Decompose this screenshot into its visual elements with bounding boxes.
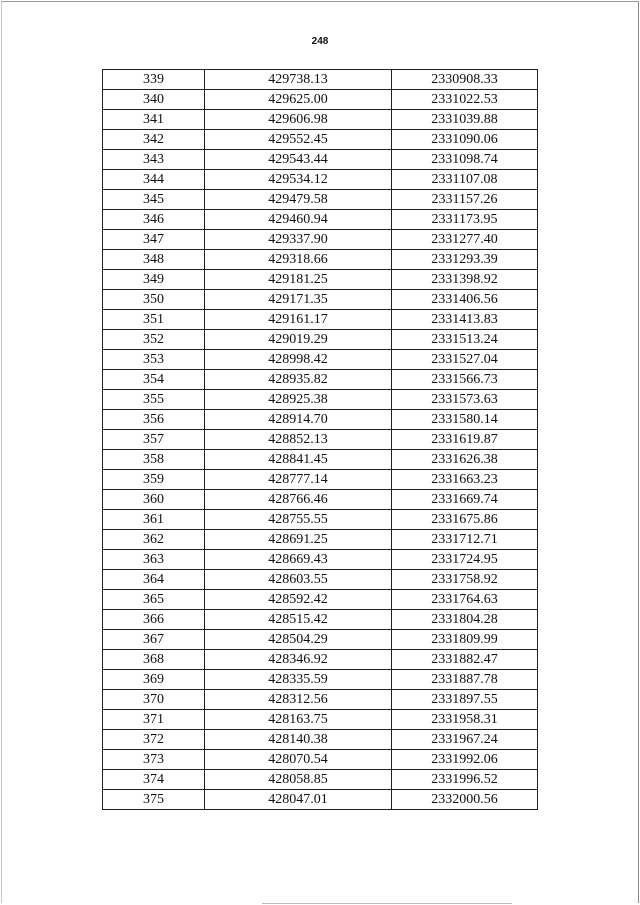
point-number-cell: 369 [103, 670, 205, 690]
x-coordinate-cell: 428766.46 [204, 490, 391, 510]
point-number-cell: 359 [103, 470, 205, 490]
x-coordinate-cell: 428515.42 [204, 610, 391, 630]
x-coordinate-cell: 429460.94 [204, 210, 391, 230]
y-coordinate-cell: 2331580.14 [392, 410, 538, 430]
point-number-cell: 360 [103, 490, 205, 510]
point-number-cell: 346 [103, 210, 205, 230]
table-row [103, 270, 538, 290]
x-coordinate-cell: 428841.45 [204, 450, 391, 470]
point-number-cell: 374 [103, 770, 205, 790]
y-coordinate-cell: 2332000.56 [392, 790, 538, 810]
table-row [103, 770, 538, 790]
y-coordinate-cell: 2331098.74 [392, 150, 538, 170]
x-coordinate-cell: 428346.92 [204, 650, 391, 670]
point-number-cell: 357 [103, 430, 205, 450]
y-coordinate-cell: 2331039.88 [392, 110, 538, 130]
x-coordinate-cell: 429318.66 [204, 250, 391, 270]
table-row [103, 190, 538, 210]
point-number-cell: 367 [103, 630, 205, 650]
y-coordinate-cell: 2331758.92 [392, 570, 538, 590]
y-coordinate-cell: 2331958.31 [392, 710, 538, 730]
point-number-cell: 368 [103, 650, 205, 670]
point-number-cell: 347 [103, 230, 205, 250]
x-coordinate-cell: 429625.00 [204, 90, 391, 110]
x-coordinate-cell: 428691.25 [204, 530, 391, 550]
point-number-cell: 364 [103, 570, 205, 590]
y-coordinate-cell: 2331413.83 [392, 310, 538, 330]
x-coordinate-cell: 429479.58 [204, 190, 391, 210]
x-coordinate-cell: 428755.55 [204, 510, 391, 530]
point-number-cell: 354 [103, 370, 205, 390]
table-row [103, 70, 538, 90]
x-coordinate-cell: 428914.70 [204, 410, 391, 430]
table-row [103, 230, 538, 250]
point-number-cell: 352 [103, 330, 205, 350]
point-number-cell: 356 [103, 410, 205, 430]
x-coordinate-cell: 428592.42 [204, 590, 391, 610]
y-coordinate-cell: 2331527.04 [392, 350, 538, 370]
x-coordinate-cell: 429171.35 [204, 290, 391, 310]
table-row [103, 690, 538, 710]
table-row [103, 110, 538, 130]
y-coordinate-cell: 2331724.95 [392, 550, 538, 570]
table-row [103, 250, 538, 270]
point-number-cell: 371 [103, 710, 205, 730]
table-row [103, 570, 538, 590]
x-coordinate-cell: 428058.85 [204, 770, 391, 790]
x-coordinate-cell: 428163.75 [204, 710, 391, 730]
y-coordinate-cell: 2331992.06 [392, 750, 538, 770]
table-row [103, 130, 538, 150]
x-coordinate-cell: 429738.13 [204, 70, 391, 90]
table-row [103, 550, 538, 570]
table-row [103, 710, 538, 730]
table-row [103, 210, 538, 230]
point-number-cell: 353 [103, 350, 205, 370]
point-number-cell: 339 [103, 70, 205, 90]
table-row [103, 430, 538, 450]
table-row [103, 450, 538, 470]
point-number-cell: 355 [103, 390, 205, 410]
point-number-cell: 361 [103, 510, 205, 530]
y-coordinate-cell: 2331764.63 [392, 590, 538, 610]
coordinate-table [102, 69, 538, 810]
x-coordinate-cell: 429181.25 [204, 270, 391, 290]
point-number-cell: 373 [103, 750, 205, 770]
point-number-cell: 362 [103, 530, 205, 550]
x-coordinate-cell: 428935.82 [204, 370, 391, 390]
table-row [103, 730, 538, 750]
x-coordinate-cell: 428312.56 [204, 690, 391, 710]
point-number-cell: 375 [103, 790, 205, 810]
y-coordinate-cell: 2331669.74 [392, 490, 538, 510]
point-number-cell: 345 [103, 190, 205, 210]
y-coordinate-cell: 2331173.95 [392, 210, 538, 230]
point-number-cell: 341 [103, 110, 205, 130]
table-row [103, 350, 538, 370]
point-number-cell: 372 [103, 730, 205, 750]
table-row [103, 290, 538, 310]
x-coordinate-cell: 429606.98 [204, 110, 391, 130]
y-coordinate-cell: 2331406.56 [392, 290, 538, 310]
point-number-cell: 358 [103, 450, 205, 470]
table-row [103, 670, 538, 690]
table-row [103, 630, 538, 650]
point-number-cell: 344 [103, 170, 205, 190]
y-coordinate-cell: 2331675.86 [392, 510, 538, 530]
y-coordinate-cell: 2331277.40 [392, 230, 538, 250]
table-row [103, 650, 538, 670]
table-row [103, 370, 538, 390]
y-coordinate-cell: 2331090.06 [392, 130, 538, 150]
table-row [103, 330, 538, 350]
y-coordinate-cell: 2331293.39 [392, 250, 538, 270]
x-coordinate-cell: 429534.12 [204, 170, 391, 190]
point-number-cell: 348 [103, 250, 205, 270]
point-number-cell: 365 [103, 590, 205, 610]
x-coordinate-cell: 428998.42 [204, 350, 391, 370]
y-coordinate-cell: 2331513.24 [392, 330, 538, 350]
x-coordinate-cell: 429543.44 [204, 150, 391, 170]
y-coordinate-cell: 2331996.52 [392, 770, 538, 790]
x-coordinate-cell: 428925.38 [204, 390, 391, 410]
table-row [103, 150, 538, 170]
x-coordinate-cell: 428777.14 [204, 470, 391, 490]
table-row [103, 310, 538, 330]
y-coordinate-cell: 2331967.24 [392, 730, 538, 750]
table-row [103, 470, 538, 490]
x-coordinate-cell: 429337.90 [204, 230, 391, 250]
table-row [103, 490, 538, 510]
table-row [103, 590, 538, 610]
x-coordinate-cell: 428504.29 [204, 630, 391, 650]
y-coordinate-cell: 2331573.63 [392, 390, 538, 410]
y-coordinate-cell: 2331107.08 [392, 170, 538, 190]
table-row [103, 610, 538, 630]
table-row [103, 790, 538, 810]
table-row [103, 510, 538, 530]
point-number-cell: 350 [103, 290, 205, 310]
x-coordinate-cell: 428047.01 [204, 790, 391, 810]
y-coordinate-cell: 2331626.38 [392, 450, 538, 470]
y-coordinate-cell: 2331804.28 [392, 610, 538, 630]
x-coordinate-cell: 428070.54 [204, 750, 391, 770]
point-number-cell: 349 [103, 270, 205, 290]
x-coordinate-cell: 428140.38 [204, 730, 391, 750]
y-coordinate-cell: 2331712.71 [392, 530, 538, 550]
point-number-cell: 340 [103, 90, 205, 110]
table-row [103, 410, 538, 430]
y-coordinate-cell: 2331619.87 [392, 430, 538, 450]
y-coordinate-cell: 2331809.99 [392, 630, 538, 650]
table-row [103, 530, 538, 550]
y-coordinate-cell: 2331663.23 [392, 470, 538, 490]
y-coordinate-cell: 2331882.47 [392, 650, 538, 670]
page-number: 248 [311, 36, 329, 47]
point-number-cell: 342 [103, 130, 205, 150]
table-row [103, 90, 538, 110]
table-row [103, 390, 538, 410]
y-coordinate-cell: 2330908.33 [392, 70, 538, 90]
bottom-rule [262, 903, 512, 904]
y-coordinate-cell: 2331897.55 [392, 690, 538, 710]
y-coordinate-cell: 2331157.26 [392, 190, 538, 210]
point-number-cell: 351 [103, 310, 205, 330]
y-coordinate-cell: 2331022.53 [392, 90, 538, 110]
coordinate-table-body [103, 70, 538, 810]
y-coordinate-cell: 2331887.78 [392, 670, 538, 690]
table-row [103, 750, 538, 770]
x-coordinate-cell: 429161.17 [204, 310, 391, 330]
point-number-cell: 370 [103, 690, 205, 710]
x-coordinate-cell: 429552.45 [204, 130, 391, 150]
y-coordinate-cell: 2331566.73 [392, 370, 538, 390]
table-row [103, 170, 538, 190]
x-coordinate-cell: 428852.13 [204, 430, 391, 450]
point-number-cell: 343 [103, 150, 205, 170]
y-coordinate-cell: 2331398.92 [392, 270, 538, 290]
x-coordinate-cell: 428669.43 [204, 550, 391, 570]
point-number-cell: 363 [103, 550, 205, 570]
x-coordinate-cell: 429019.29 [204, 330, 391, 350]
x-coordinate-cell: 428603.55 [204, 570, 391, 590]
x-coordinate-cell: 428335.59 [204, 670, 391, 690]
point-number-cell: 366 [103, 610, 205, 630]
